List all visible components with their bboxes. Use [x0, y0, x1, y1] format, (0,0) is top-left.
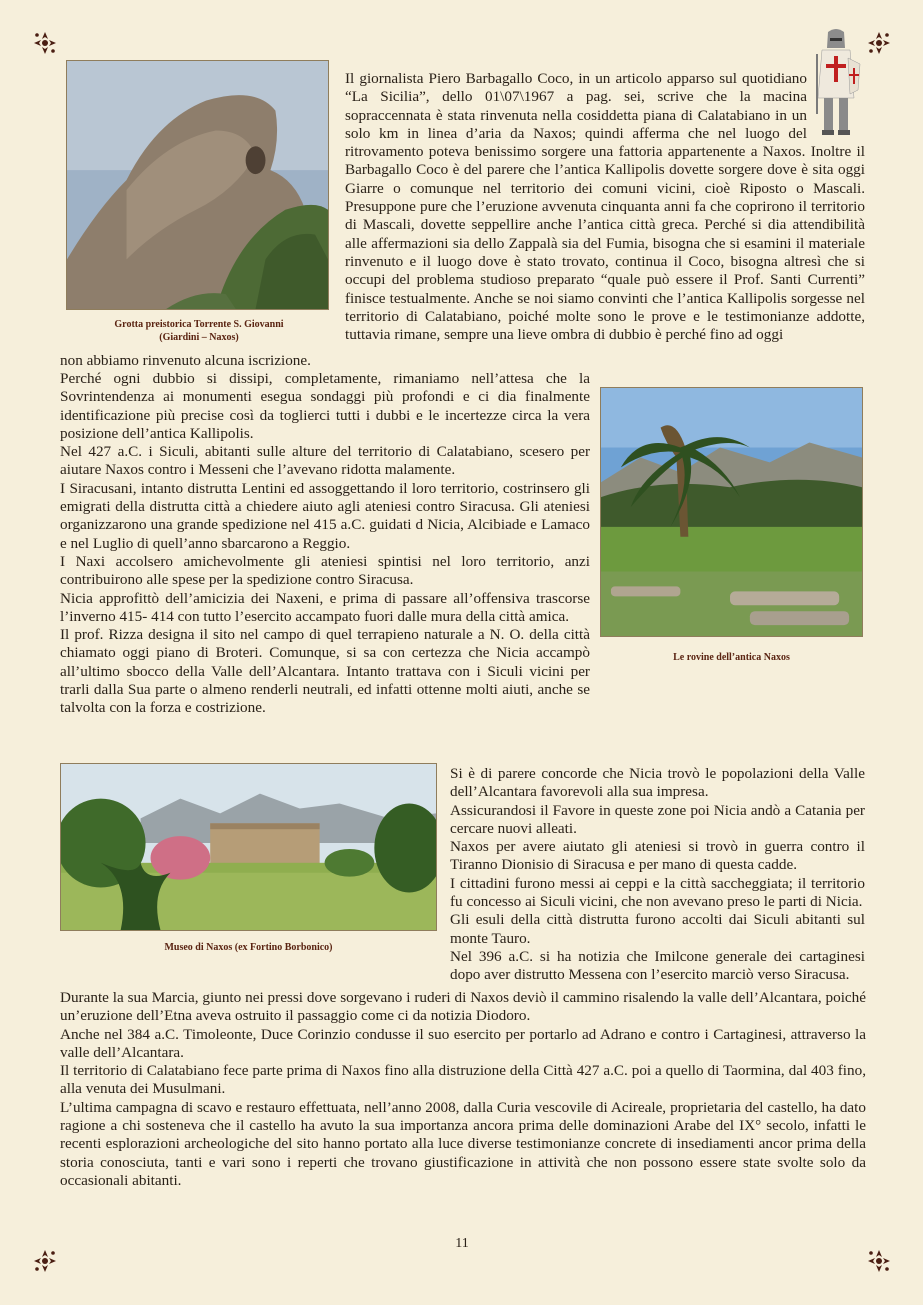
block2-p6: Il prof. Rizza designa il sito nel campo di quel terrapieno naturale a N. O. della città chiamato oggi piano di Broteri. Comunque, si sa con certezza che Nicia accampò all’ultimo sbocco della Valle dell’Alcantara. Intanto trattava con i Siculi vicini per trarli dalla Sua parte o almeno renderli neutrali, ed infatti ottenne molti aiuti, anche se talvolta con la forza e costrizione.: [60, 626, 590, 717]
grotta-photo: [66, 60, 329, 310]
fleur-ornament-icon: [32, 1248, 58, 1274]
block3-p1: Si è di parere concorde che Nicia trovò le popolazioni della Valle dell’Alcantara favorevoli alla sua impresa.: [450, 765, 865, 801]
block3-p5: Gli esuli della città distrutta furono accolti dai Siculi abitanti sul monte Tauro.: [450, 911, 865, 947]
block1-paragraph: [345, 70, 865, 344]
page-number: 11: [455, 1236, 469, 1251]
fleur-ornament-icon: [32, 30, 58, 56]
block4-text: [60, 989, 866, 1190]
block3-text: [450, 765, 865, 985]
block1-p1-end: non abbiamo rinvenuto alcuna iscrizione.: [60, 352, 311, 369]
grotta-caption-line1: Grotta preistorica Torrente S. Giovanni: [114, 319, 284, 330]
grotta-caption: [80, 318, 318, 344]
block1-end: [60, 352, 860, 370]
block2-p4: I Naxi accolsero amichevolmente gli ateniesi spintisi nel loro territorio, anzi contribuirono alle spese per la spedizione contro Siracusa.: [60, 552, 590, 589]
grotta-caption-line2: (Giardini – Naxos): [159, 332, 239, 343]
block2-p3: I Siracusani, intanto distrutta Lentini ed assoggettando il loro territorio, costrinsero gli emigrati della distrutta città a chiedere aiuto agli ateniesi contro Siracusa. Gli ateniesi organizzarono una grande spedizione nel 415 a.C. guidati d Nicia, Alcibiade e Lamaco e nel Luglio di quell’anno sbarcarono a Reggio.: [60, 479, 590, 552]
block2-p2: Nel 427 a.C. i Siculi, abitanti sulle alture del territorio di Calatabiano, scesero per aiutare Naxos contro i Messeni che l’avevano ridotta malamente.: [60, 443, 590, 479]
fleur-ornament-icon: [866, 30, 892, 56]
rovine-caption: Le rovine dell’antica Naxos: [673, 652, 790, 663]
block3-p4: I cittadini furono messi ai ceppi e la città saccheggiata; il territorio fu concesso ai Siculi vicini, che non avevano preso le parti di Nicia.: [450, 874, 865, 911]
block2-text: [60, 370, 590, 718]
block4-p2: Anche nel 384 a.C. Timoleonte, Duce Corinzio condusse il suo esercito per portarlo ad Adrano e contro i Cartaginesi, attraverso la valle dell’Alcantara.: [60, 1025, 866, 1061]
block2-p5: Nicia approfittò dell’amicizia dei Naxeni, e prima di passare all’offensiva trascorse l’inverno 415- 414 con tutto l’esercito accampato fuori dalle mura della città amica.: [60, 589, 590, 625]
fleur-ornament-icon: [866, 1248, 892, 1274]
block2-p1: Perché ogni dubbio si dissipi, completamente, rimaniamo nell’attesa che la Sovrintendenza ai monumenti esegua sondaggi più profondi e ci dia finalmente identificazione più precise così da toglierci tutti i dubbi e le incertezze circa la vera posizione dell’antica Kallipolis.: [60, 370, 590, 442]
rovine-photo: [600, 387, 863, 637]
block4-p3: Il territorio di Calatabiano fece parte prima di Naxos fino alla distruzione della Città 427 a.C. poi a quello di Taormina, dal 403 fino, alla venuta dei Musulmani.: [60, 1062, 866, 1098]
block4-p4: L’ultima campagna di scavo e restauro effettuata, nell’anno 2008, dalla Curia vescovile di Acireale, proprietaria del castello, ha dato ragione a chi sosteneva che il castello ha avuto la sua importanza ancora prima delle dominazioni Arabe del IX° secolo, infatti le recenti esplorazioni archeologiche del sito hanno portato alla luce diverse testimonianze concrete di insediamenti ancor prima della storia conosciuta, tanti e vari sono i reperti che trovano giustificazione in attività che non possono essere state svolte solo da occasionali abitanti.: [60, 1098, 866, 1189]
block3-p3: Naxos per avere aiutato gli ateniesi si trovò in guerra contro il Tiranno Dionisio di Siracusa e per mano di questa cadde.: [450, 838, 865, 874]
museo-photo: [60, 763, 437, 931]
block3-p2: Assicurandosi il Favore in queste zone poi Nicia andò a Catania per cercare nuovi alleati.: [450, 801, 865, 837]
block3-p6: Nel 396 a.C. si ha notizia che Imilcone generale dei cartaginesi dopo aver distrutto Messena con l’esercito marciò verso Siracusa.: [450, 947, 865, 984]
museo-caption: Museo di Naxos (ex Fortino Borbonico): [164, 942, 333, 953]
block1-p1: Il giornalista Piero Barbagallo Coco, in un articolo apparso sul quotidiano “La Sicilia”, dello 01\07\1967 a pag. sei, scrive che la macina sopraccennata è stata rinvenuta nella cosiddetta piana di Calatabiano in un solo km in linea d’aria da Naxos; quindi afferma che nel luogo del ritrovamento poteva benissimo sorgere una fattoria appartenente a Naxos. Inoltre il Barbagallo Coco è del parere che l’antica Kallipolis dovette sorgere dove è sita oggi Giarre o comunque nel territorio dei comuni vicini, cioè Riposto o Mascali. Presuppone pure che l’eruzione avvenuta cinquanta anni fa che coprirono il territorio di Mascali, dovette seppellire anche l’antica città greca. Perché si dia attendibilità alle affermazioni sia dello Zappalà sia del Fumia, bisogna che si esamini il materiale rinvenuto e il luogo dove è stato trovato, continua il Coco, bisogna altresì che si occupi del problema studioso preparato “quale può essere il Prof. Santi Currenti” finisce testualmente. Anche se noi siamo convinti che l’antica Kallipolis sorgesse nel territorio di Calatabiano, poiché molte sono le prove e le testimonianze addotte, tuttavia rimane, sempre una lieve ombra di dubbio è perché fino ad oggi: [345, 70, 865, 344]
block4-p1: Durante la sua Marcia, giunto nei pressi dove sorgevano i ruderi di Naxos deviò il cammino risalendo la valle dell’Alcantara, poiché un’eruzione dell’Etna aveva ostruito il passaggio come ci da notizia Diodoro.: [60, 989, 866, 1025]
